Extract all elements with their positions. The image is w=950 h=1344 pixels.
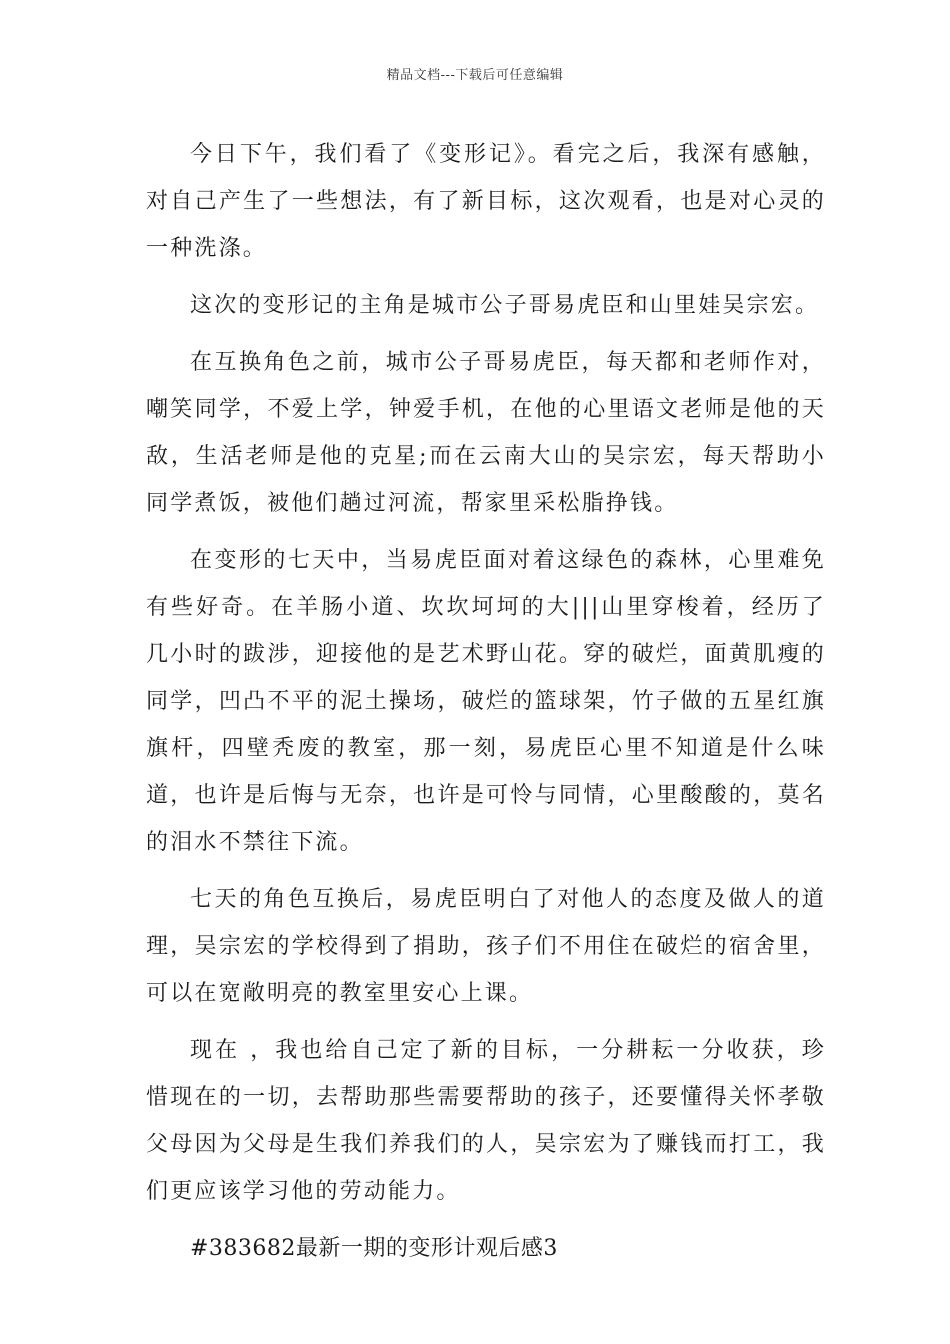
- paragraph: 现在 ，我也给自己定了新的目标，一分耕耘一分收获，珍惜现在的一切，去帮助那些需要帮助的孩子，还要懂得关怀孝敬父母因为父母是生我们养我们的人，吴宗宏为了赚钱而打工，我们更应该学习他的劳动能力。: [146, 1038, 826, 1204]
- page-header: 精品文档---下载后可任意编辑: [386, 68, 564, 83]
- next-article-title: #383682最新一期的变形计观后感3: [190, 1236, 558, 1261]
- paragraph: 在变形的七天中，当易虎臣面对着这绿色的森林，心里难免有些好奇。在羊肠小道、坎坎坷坷的大|||山里穿梭着，经历了几小时的跋涉，迎接他的是艺术野山花。穿的破烂，面黄肌瘦的同学，凹凸不平的泥土操场，破烂的篮球架，竹子做的五星红旗旗杆，四壁秃废的教室，那一刻，易虎臣心里不知道是什么味道，也许是后悔与无奈，也许是可怜与同情，心里酸酸的，莫名的泪水不禁往下流。: [146, 548, 826, 855]
- paragraph: 七天的角色互换后，易虎臣明白了对他人的态度及做人的道理，吴宗宏的学校得到了捐助，孩子们不用住在破烂的宿舍里，可以在宽敞明亮的教室里安心上课。: [146, 887, 826, 1006]
- paragraph: 这次的变形记的主角是城市公子哥易虎臣和山里娃吴宗宏。: [190, 293, 820, 318]
- document-body: [146, 131, 826, 1272]
- paragraph: 在互换角色之前，城市公子哥易虎臣，每天都和老师作对，嘲笑同学，不爱上学，钟爱手机，在他的心里语文老师是他的天敌，生活老师是他的克星;而在云南大山的吴宗宏，每天帮助小同学煮饭，被他们趟过河流，帮家里采松脂挣钱。: [146, 350, 826, 516]
- paragraph: 今日下午，我们看了《变形记》。看完之后，我深有感触，对自己产生了一些想法，有了新目标，这次观看，也是对心灵的一种洗涤。: [146, 142, 826, 261]
